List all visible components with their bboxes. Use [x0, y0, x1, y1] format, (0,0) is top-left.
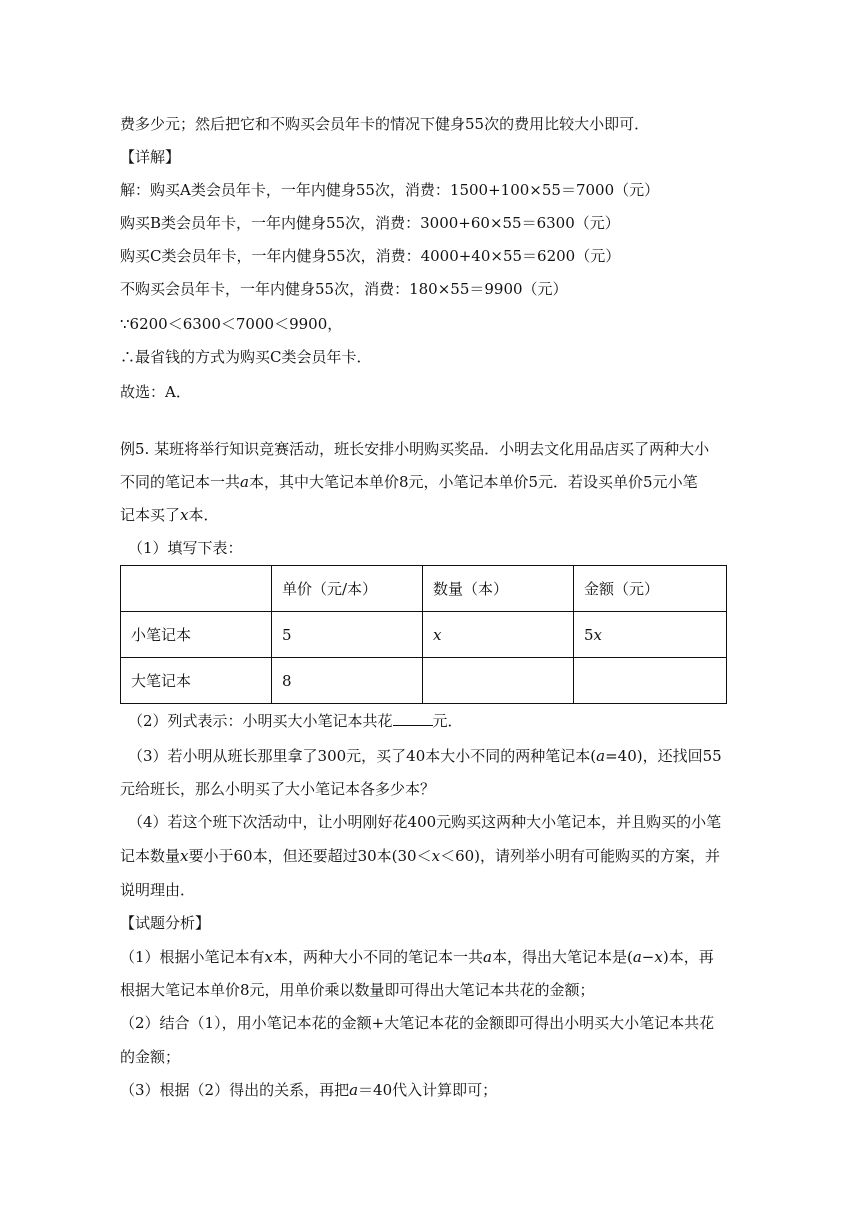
text-line: 元给班长，那么小明买了大小笔记本各多少本？	[120, 780, 436, 798]
notebook-table	[120, 565, 727, 704]
text-line: （4）若这个班下次活动中，让小明刚好花400元购买这两种大小笔记本，并且购买的小笔	[128, 813, 722, 831]
text-line: 例5. 某班将举行知识竞赛活动，班长安排小明购买奖品．小明去文化用品店买了两种大小	[120, 440, 710, 458]
text-line: 记本数量x要小于60本，但还要超过30本(30＜x＜60)，请列举小明有可能购买的方案，并	[120, 847, 721, 865]
table-cell: 8	[272, 658, 423, 704]
table-row	[121, 658, 727, 704]
text-line: （1）根据小笔记本有x本，两种大小不同的笔记本一共a本，得出大笔记本是(a−x)本，再	[120, 948, 714, 966]
table-header: 金额（元）	[574, 566, 727, 612]
text-line: 购买B类会员年卡，一年内健身55次，消费：3000+60×55＝6300（元）	[120, 214, 620, 232]
text-line: （3）根据（2）得出的关系，再把a＝40代入计算即可；	[120, 1081, 498, 1099]
table-header: 单价（元/本）	[272, 566, 423, 612]
text-line: ∴最省钱的方式为购买C类会员年卡．	[120, 348, 372, 366]
table-header	[121, 566, 272, 612]
fill-in-blank	[393, 711, 433, 726]
text-line: 解：购买A类会员年卡，一年内健身55次，消费：1500+100×55＝7000（元）	[120, 181, 660, 199]
table-header-row	[121, 566, 727, 612]
text-line: 说明理由．	[120, 881, 196, 899]
text-line: 费多少元；然后把它和不购买会员年卡的情况下健身55次的费用比较大小即可．	[120, 115, 650, 133]
text-line: 故选：A．	[120, 383, 191, 401]
section-heading: 【详解】	[120, 148, 181, 166]
section-heading: 【试题分析】	[120, 914, 211, 932]
text-line: 不同的笔记本一共a本，其中大笔记本单价8元，小笔记本单价5元．若设买单价5元小笔	[120, 473, 698, 491]
table-cell: x	[423, 612, 574, 658]
table-cell: 5	[272, 612, 423, 658]
text-line: 根据大笔记本单价8元，用单价乘以数量即可得出大笔记本共花的金额；	[120, 981, 595, 999]
table-cell: 小笔记本	[121, 612, 272, 658]
text-line: ∵6200＜6300＜7000＜9900，	[120, 315, 343, 333]
text-line: （3）若小明从班长那里拿了300元，买了40本大小不同的两种笔记本(a=40)，还找回55	[128, 747, 722, 765]
variable: x	[180, 506, 189, 524]
text-line: （2）列式表示：小明买大小笔记本共花 元．	[128, 712, 463, 730]
text-line: 购买C类会员年卡，一年内健身55次，消费：4000+40×55＝6200（元）	[120, 247, 621, 265]
table-cell: 5x	[574, 612, 727, 658]
table-row	[121, 612, 727, 658]
text-line: 不购买会员年卡，一年内健身55次，消费：180×55＝9900（元）	[120, 280, 568, 298]
text-line: （2）结合（1），用小笔记本花的金额+大笔记本花的金额即可得出小明买大小笔记本共花	[120, 1014, 715, 1032]
text-line: 的金额；	[120, 1048, 181, 1066]
table-header: 数量（本）	[423, 566, 574, 612]
text-line: 记本买了x本．	[120, 506, 219, 524]
table-cell-empty	[423, 658, 574, 704]
table-cell-empty	[574, 658, 727, 704]
text-line: （1）填写下表：	[128, 539, 243, 557]
variable: a	[240, 473, 249, 491]
table-cell: 大笔记本	[121, 658, 272, 704]
